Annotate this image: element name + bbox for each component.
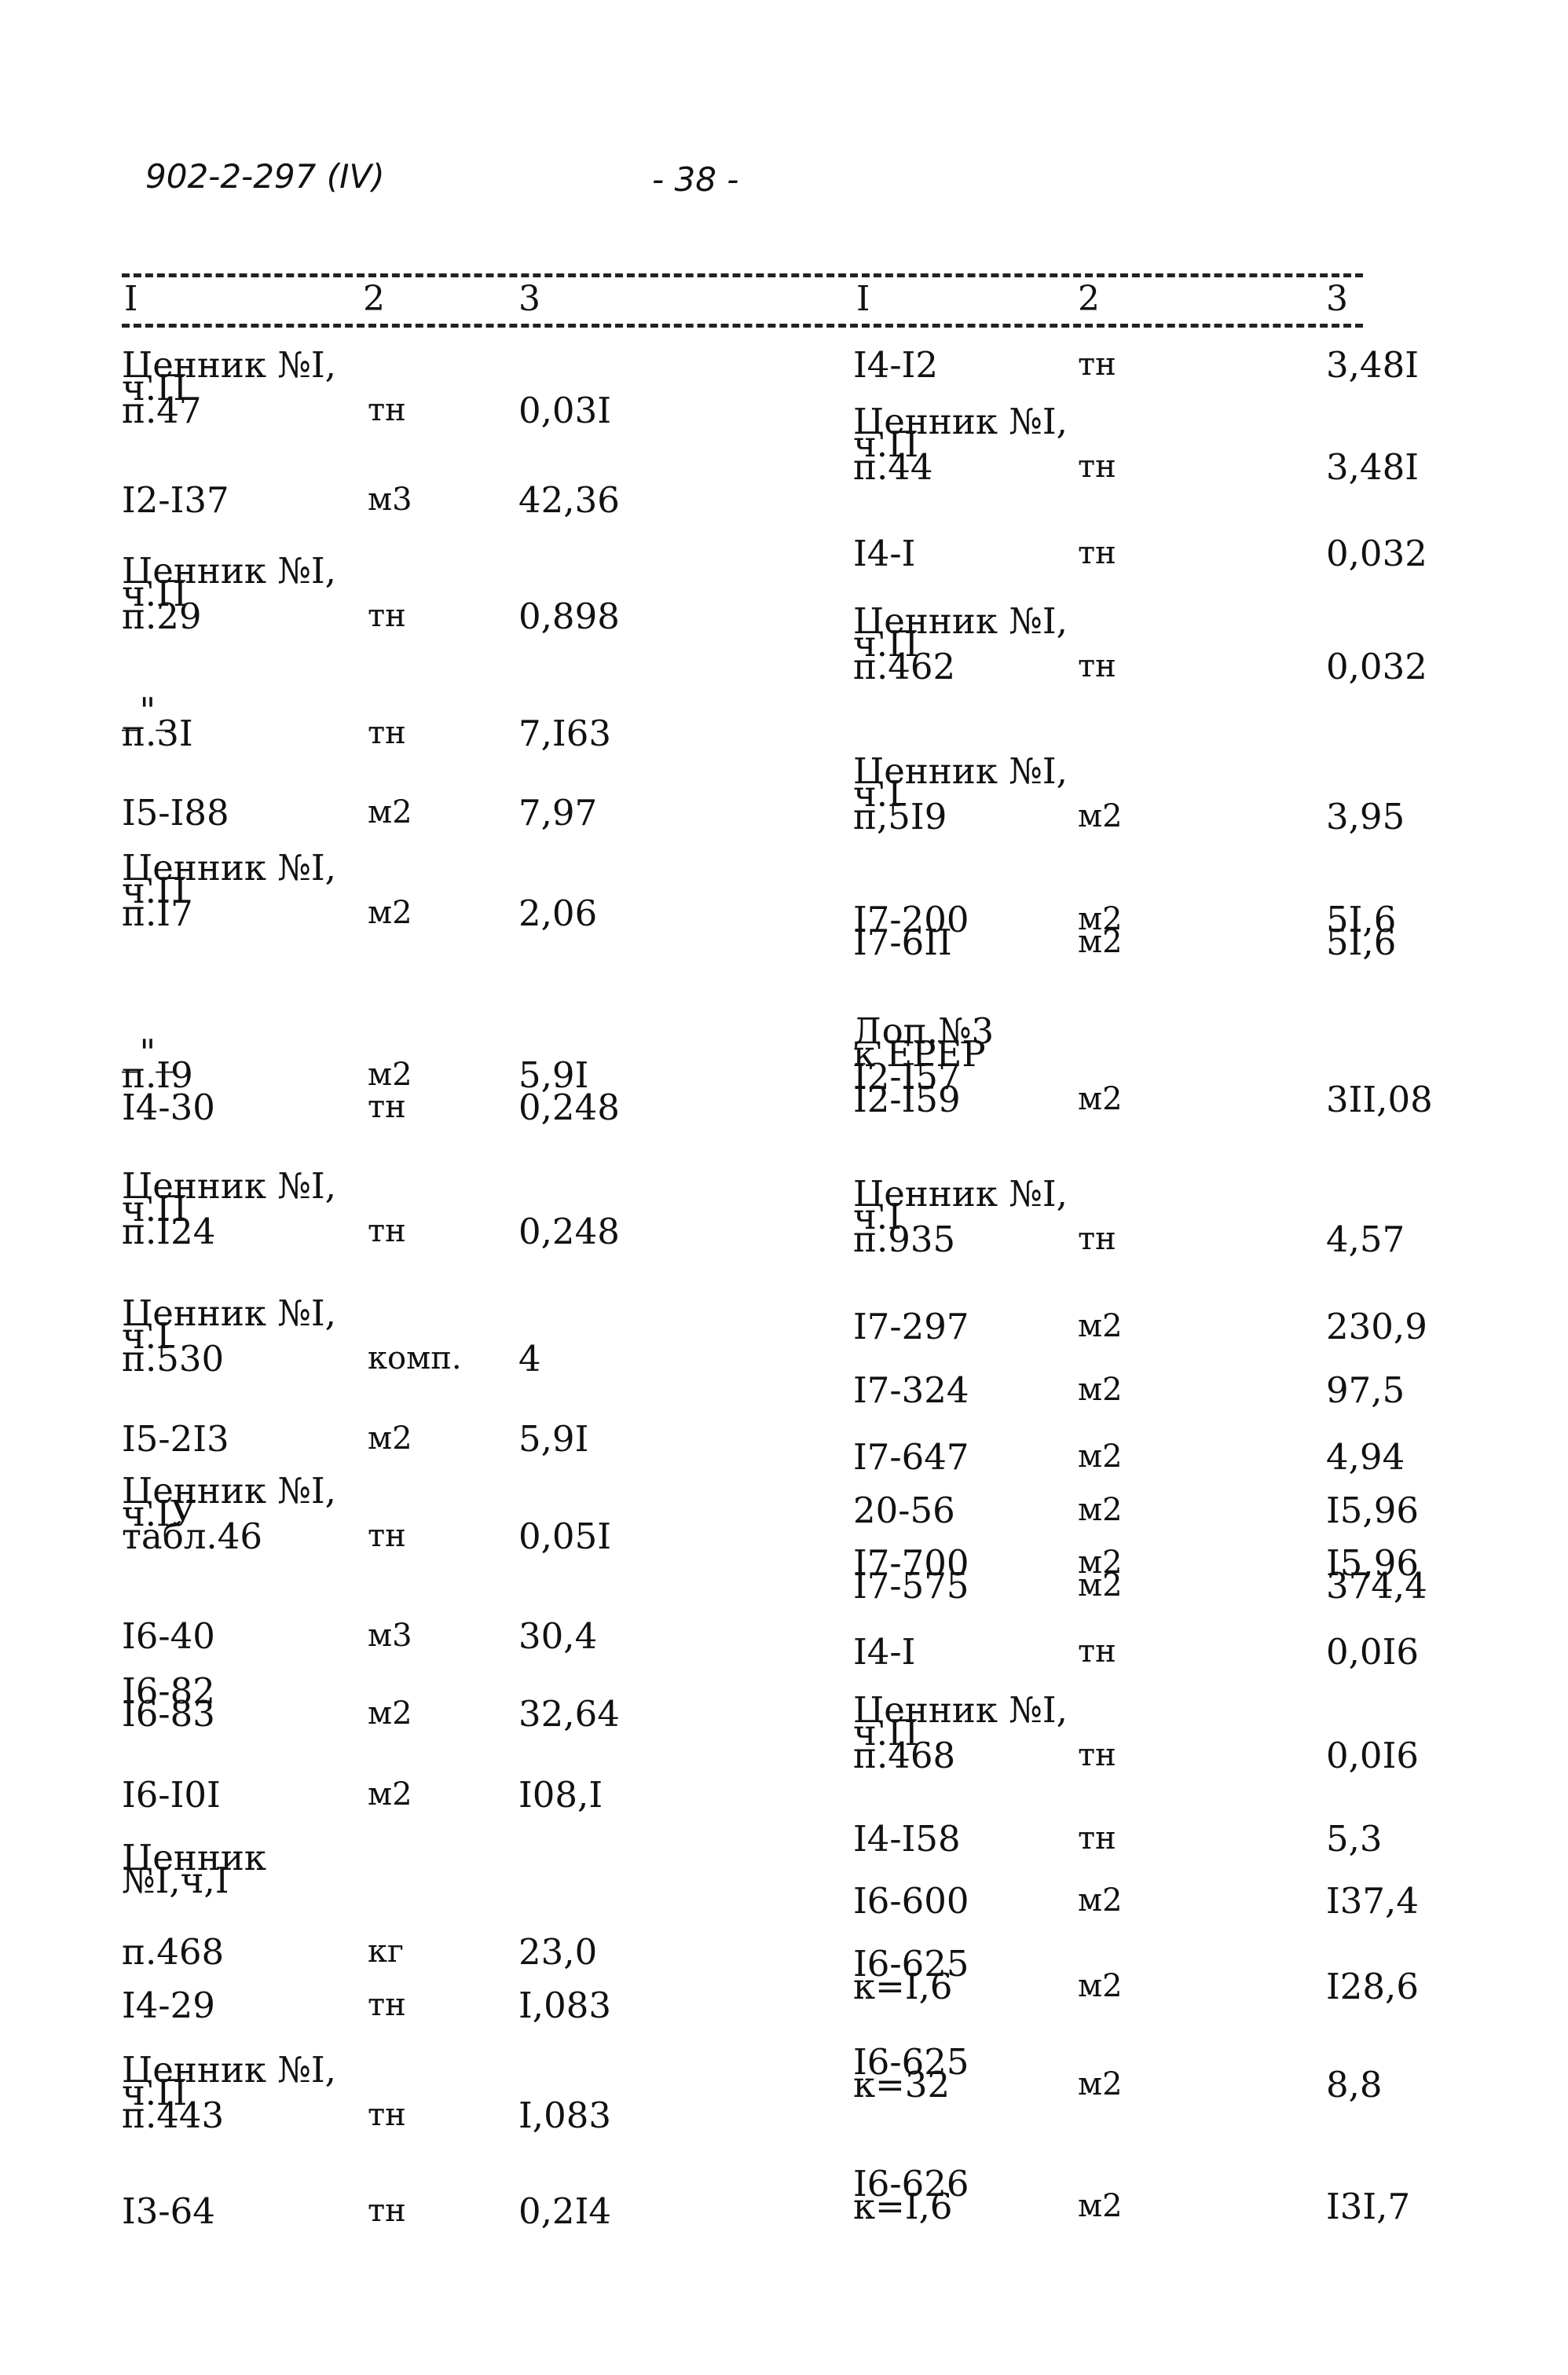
right-row-5-quantity: 3,95	[1326, 796, 1405, 837]
left-row-2-quantity: 42,36	[518, 479, 620, 521]
left-row-11-reference: I5-2I3	[122, 1418, 229, 1460]
left-row-5-unit: м2	[368, 794, 412, 830]
right-row-10-reference: I7-324	[853, 1369, 969, 1411]
left-row-6-reference: Ценник №I, ч.П п.I7	[122, 847, 336, 934]
right-row-20-reference: I6-626 к=I,6	[853, 2163, 969, 2227]
right-row-13-unit: м2 м2	[1078, 1545, 1123, 1603]
left-row-11-unit: м2	[368, 1420, 412, 1457]
left-row-5-reference: I5-I88	[122, 792, 229, 834]
left-row-4-quantity: 7,I63	[518, 713, 611, 754]
right-row-19-quantity: 8,8	[1326, 2064, 1383, 2106]
left-row-20-quantity: 0,2I4	[518, 2190, 611, 2232]
left-row-14-unit: м2	[368, 1695, 412, 1732]
left-row-2-reference: I2-I37	[122, 479, 229, 521]
right-row-12-reference: 20-56	[853, 1490, 955, 1531]
right-row-16-reference: I4-I58	[853, 1818, 961, 1860]
right-row-15-reference: Ценник №I, ч.П п.468	[853, 1689, 1068, 1776]
left-row-10-quantity: 4	[518, 1338, 541, 1380]
right-row-5-reference: Ценник №I, ч.I п,5I9	[853, 750, 1068, 837]
left-row-1-unit: тн	[368, 392, 406, 428]
right-row-17-reference: I6-600	[853, 1880, 969, 1922]
left-row-8-reference: I4-30	[122, 1087, 215, 1128]
column-header-2-right: 2	[1078, 279, 1100, 319]
right-row-7-quantity: 3II,08	[1326, 1079, 1433, 1120]
left-row-20-reference: I3-64	[122, 2190, 215, 2232]
right-row-15-quantity: 0,0I6	[1326, 1735, 1419, 1776]
right-row-9-unit: м2	[1078, 1308, 1123, 1344]
right-row-8-quantity: 4,57	[1326, 1219, 1405, 1260]
table-top-rule	[122, 273, 1363, 277]
right-row-11-unit: м2	[1078, 1439, 1123, 1475]
left-row-9-reference: Ценник №I, ч.П п.I24	[122, 1165, 336, 1252]
right-row-1-unit: тн	[1078, 346, 1116, 383]
right-row-6-quantity: 5I,6 5I,6	[1326, 899, 1397, 963]
right-row-20-quantity: I3I,7	[1326, 2186, 1411, 2227]
right-row-10-unit: м2	[1078, 1372, 1123, 1408]
right-row-20-unit: м2	[1078, 2188, 1123, 2224]
left-row-4-unit: тн	[368, 715, 406, 751]
right-row-9-reference: I7-297	[853, 1306, 969, 1347]
left-row-15-reference: I6-I0I	[122, 1774, 221, 1816]
right-row-2-unit: тн	[1078, 449, 1116, 485]
left-row-16-reference: Ценник №I,ч,I	[122, 1837, 266, 1901]
left-row-13-unit: м3	[368, 1618, 412, 1654]
right-row-7-unit: м2	[1078, 1081, 1123, 1117]
right-row-1-quantity: 3,48I	[1326, 344, 1419, 386]
left-row-17-reference: п.468	[122, 1931, 225, 1973]
right-row-7-reference: Доп.№3 к ЕРЕР I2-I57 I2-I59	[853, 1010, 995, 1120]
right-row-17-quantity: I37,4	[1326, 1880, 1419, 1922]
left-row-3-quantity: 0,898	[518, 596, 620, 637]
left-row-17-quantity: 23,0	[518, 1931, 598, 1973]
right-row-18-quantity: I28,6	[1326, 1966, 1419, 2007]
left-row-19-reference: Ценник №I, ч.П п.443	[122, 2049, 336, 2136]
left-row-20-unit: тн	[368, 2193, 406, 2229]
right-row-4-reference: Ценник №I, ч.П п.462	[853, 600, 1068, 687]
left-row-18-quantity: I,083	[518, 1985, 611, 2026]
column-header-1-left: I	[124, 279, 138, 319]
left-row-8-unit: тн	[368, 1089, 406, 1125]
left-row-14-quantity: 32,64	[518, 1693, 620, 1735]
right-row-3-unit: тн	[1078, 535, 1116, 571]
page-number: - 38 -	[652, 160, 739, 199]
left-row-2-unit: м3	[368, 482, 412, 518]
right-row-17-unit: м2	[1078, 1882, 1123, 1919]
left-row-5-quantity: 7,97	[518, 792, 598, 834]
right-row-18-reference: I6-625 к=I,6	[853, 1943, 969, 2007]
left-row-9-quantity: 0,248	[518, 1211, 620, 1252]
left-row-10-reference: Ценник №I, ч.I п.530	[122, 1292, 336, 1380]
left-row-14-reference: I6-82 I6-83	[122, 1670, 215, 1735]
right-row-13-quantity: I5,96 374,4	[1326, 1542, 1427, 1607]
right-row-19-reference: I6-625 к=32	[853, 2041, 969, 2106]
left-row-15-quantity: I08,I	[518, 1774, 603, 1816]
left-row-6-quantity: 2,06	[518, 892, 598, 934]
left-row-1-quantity: 0,03I	[518, 390, 611, 431]
left-row-6-unit: м2	[368, 895, 412, 931]
right-row-12-quantity: I5,96	[1326, 1490, 1419, 1531]
right-row-15-unit: тн	[1078, 1737, 1116, 1773]
left-row-7-unit: м2	[368, 1057, 412, 1093]
right-row-11-reference: I7-647	[853, 1436, 969, 1478]
left-row-12-quantity: 0,05I	[518, 1516, 611, 1557]
left-row-9-unit: тн	[368, 1213, 406, 1249]
right-row-8-unit: тн	[1078, 1221, 1116, 1257]
right-row-6-unit: м2 м2	[1078, 901, 1123, 960]
right-row-4-quantity: 0,032	[1326, 646, 1427, 687]
right-row-11-quantity: 4,94	[1326, 1436, 1405, 1478]
column-header-2-left: 2	[363, 279, 385, 319]
left-row-1-reference: Ценник №I, ч.П п.47	[122, 344, 336, 431]
left-row-15-unit: м2	[368, 1776, 412, 1812]
right-row-3-quantity: 0,032	[1326, 533, 1427, 574]
right-row-1-reference: I4-I2	[853, 344, 939, 386]
right-row-14-unit: тн	[1078, 1633, 1116, 1669]
right-row-16-quantity: 5,3	[1326, 1818, 1383, 1860]
left-row-10-unit: комп.	[368, 1340, 462, 1376]
column-header-3-right: 3	[1326, 279, 1348, 319]
left-row-19-quantity: I,083	[518, 2095, 611, 2136]
column-header-3-left: 3	[518, 279, 540, 319]
right-row-4-unit: тн	[1078, 648, 1116, 684]
left-row-12-reference: Ценник №I, ч.IУ табл.46	[122, 1470, 336, 1557]
right-row-2-reference: Ценник №I, ч.П п.44	[853, 401, 1068, 488]
right-row-8-reference: Ценник №I, ч.I п.935	[853, 1173, 1068, 1260]
right-row-13-reference: I7-700 I7-575	[853, 1542, 969, 1607]
right-row-12-unit: м2	[1078, 1492, 1123, 1528]
right-row-2-quantity: 3,48I	[1326, 446, 1419, 488]
right-row-16-unit: тн	[1078, 1820, 1116, 1856]
document-code: 902-2-297 (IV)	[145, 157, 385, 196]
left-row-18-reference: I4-29	[122, 1985, 215, 2026]
left-row-7-reference: _"_ п.I9	[122, 1032, 193, 1096]
right-row-6-reference: I7-200 I7-6II	[853, 899, 969, 963]
left-row-7-quantity: 5,9I	[518, 1054, 589, 1096]
left-row-3-reference: Ценник №I, ч.П п.29	[122, 550, 336, 637]
left-row-4-reference: _"_ п.3I	[122, 690, 193, 754]
right-row-3-reference: I4-I	[853, 533, 916, 574]
right-row-18-unit: м2	[1078, 1968, 1123, 2004]
right-row-10-quantity: 97,5	[1326, 1369, 1405, 1411]
right-row-9-quantity: 230,9	[1326, 1306, 1427, 1347]
right-row-5-unit: м2	[1078, 798, 1123, 834]
table-header-rule	[122, 324, 1363, 328]
right-row-19-unit: м2	[1078, 2066, 1123, 2102]
left-row-19-unit: тн	[368, 2097, 406, 2133]
right-row-14-quantity: 0,0I6	[1326, 1631, 1419, 1673]
left-row-3-unit: тн	[368, 598, 406, 634]
left-row-17-unit: кг	[368, 1933, 404, 1970]
left-row-13-reference: I6-40	[122, 1615, 215, 1657]
left-row-13-quantity: 30,4	[518, 1615, 598, 1657]
left-row-11-quantity: 5,9I	[518, 1418, 589, 1460]
left-row-18-unit: тн	[368, 1987, 406, 2023]
column-header-1-right: I	[856, 279, 870, 319]
left-row-12-unit: тн	[368, 1518, 406, 1554]
right-row-14-reference: I4-I	[853, 1631, 916, 1673]
left-row-8-quantity: 0,248	[518, 1087, 620, 1128]
